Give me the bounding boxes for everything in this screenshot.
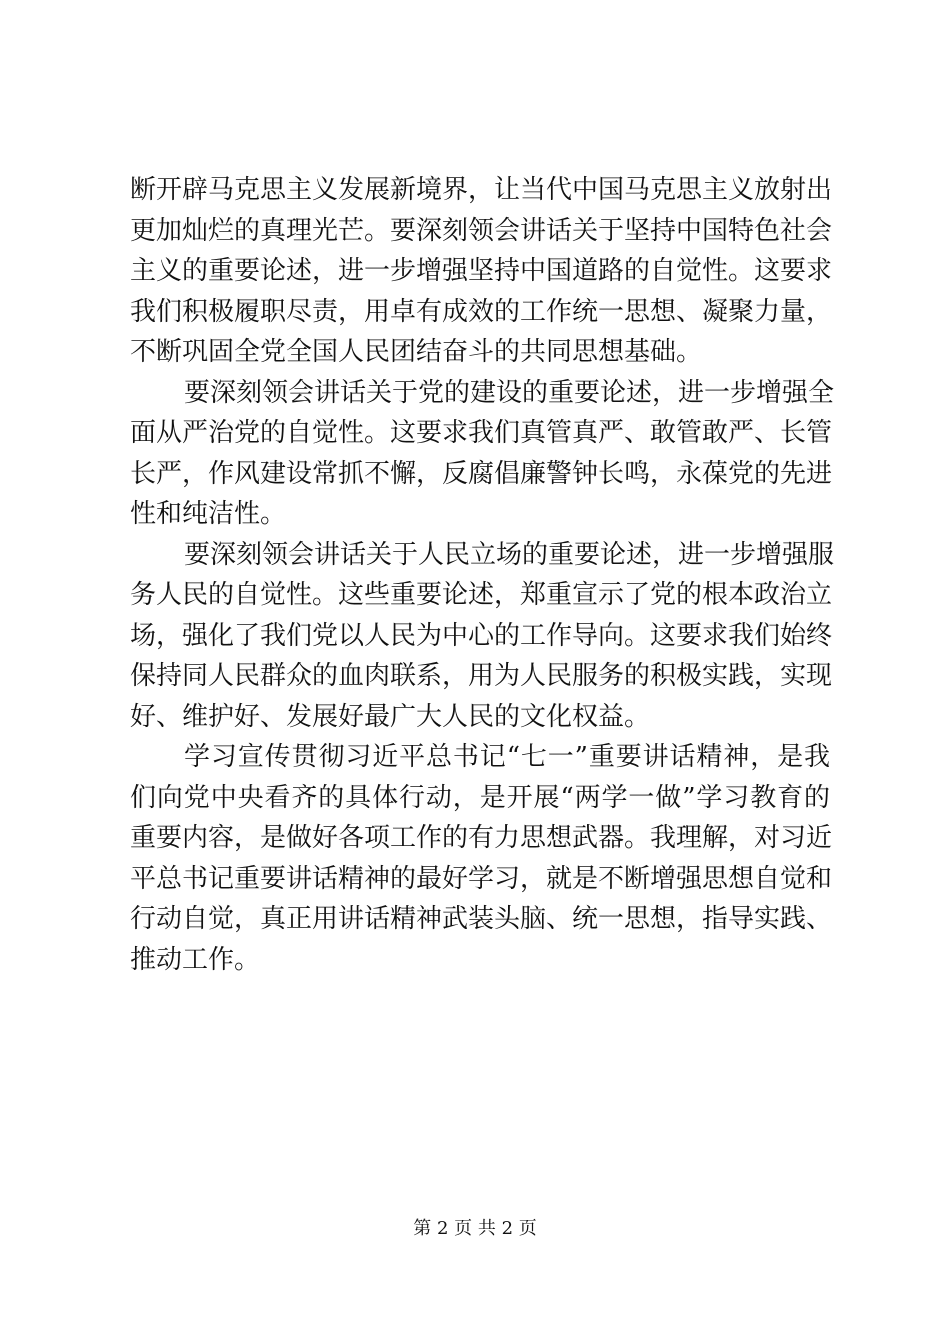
text-line: 断开辟马克思主义发展新境界，让当代中国马克思主义放射出 xyxy=(130,175,833,205)
text-line: 性和纯洁性。 xyxy=(130,499,287,529)
paragraph xyxy=(130,170,833,373)
text-line: 平总书记重要讲话精神的最好学习，就是不断增强思想自觉和 xyxy=(130,863,833,894)
paragraph xyxy=(130,737,833,980)
page-footer xyxy=(0,1214,950,1240)
text-line: 长严，作风建设常抓不懈，反腐倡廉警钟长鸣，永葆党的先进 xyxy=(130,458,833,489)
text-line: 要深刻领会讲话关于人民立场的重要论述，进一步增强服 xyxy=(184,539,835,570)
text-line: 不断巩固全党全国人民团结奋斗的共同思想基础。 xyxy=(130,337,703,367)
text-line: 场，强化了我们党以人民为中心的工作导向。这要求我们始终 xyxy=(130,620,833,651)
text-line: 好、维护好、发展好最广大人民的文化权益。 xyxy=(130,701,651,732)
document-body xyxy=(130,170,835,980)
paragraph xyxy=(130,535,835,738)
text-line: 主义的重要论述，进一步增强坚持中国道路的自觉性。这要求 xyxy=(130,256,833,286)
text-line: 要深刻领会讲话关于党的建设的重要论述，进一步增强全 xyxy=(184,377,835,408)
text-line: 面从严治党的自觉性。这要求我们真管真严、敢管敢严、长管 xyxy=(130,418,833,448)
page-number-label: 第 2 页 共 2 页 xyxy=(413,1218,537,1239)
text-line: 学习宣传贯彻习近平总书记“七一”重要讲话精神，是我 xyxy=(184,742,830,772)
text-line: 们向党中央看齐的具体行动，是开展“两学一做”学习教育的 xyxy=(130,782,830,813)
paragraph xyxy=(130,373,835,535)
text-line: 我们积极履职尽责，用卓有成效的工作统一思想、凝聚力量， xyxy=(130,296,833,327)
text-line: 重要内容，是做好各项工作的有力思想武器。我理解，对习近 xyxy=(130,823,833,853)
text-line: 推动工作。 xyxy=(130,944,261,975)
text-line: 行动自觉，真正用讲话精神武装头脑、统一思想，指导实践、 xyxy=(130,904,833,934)
text-line: 更加灿烂的真理光芒。要深刻领会讲话关于坚持中国特色社会 xyxy=(130,215,833,246)
text-line: 务人民的自觉性。这些重要论述，郑重宣示了党的根本政治立 xyxy=(130,580,833,610)
text-line: 保持同人民群众的血肉联系，用为人民服务的积极实践，实现 xyxy=(130,661,833,691)
